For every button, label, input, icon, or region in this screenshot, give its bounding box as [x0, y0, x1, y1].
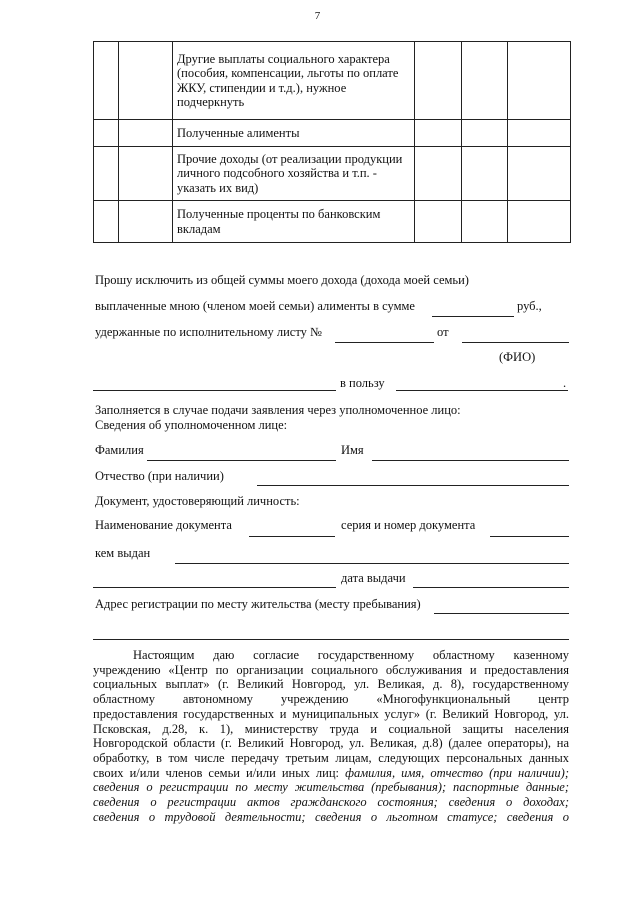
consent-line: обработку, в том числе передачу третьим лицам, следующих персональных данных: [93, 750, 569, 765]
payer-fio-field[interactable]: [93, 390, 336, 391]
name-field[interactable]: [372, 460, 569, 461]
consent-data-item: сведения о регистрации по месту жительства (пребывания); паспортные данные;: [93, 780, 569, 795]
address-label: Адрес регистрации по месту жительства (месту пребывания): [95, 597, 421, 611]
in-favor-label: в пользу: [340, 376, 385, 390]
table-cell[interactable]: [508, 147, 571, 201]
consent-line: областному автономному учреждению «Многофункциональный центр: [93, 692, 569, 707]
issue-date-field[interactable]: [413, 587, 569, 588]
table-row: [94, 147, 571, 201]
row-label-bank-interest: Полученные проценты по банковским вкладам: [173, 201, 415, 243]
table-cell[interactable]: [94, 201, 119, 243]
issued-by-field-continued[interactable]: [93, 587, 336, 588]
representative-intro: Заполняется в случае подачи заявления через уполномоченное лицо:: [95, 403, 461, 417]
table-cell[interactable]: [415, 42, 462, 120]
patronymic-label: Отчество (при наличии): [95, 469, 224, 483]
row-label-other-income: Прочие доходы (от реализации продукции личного подсобного хозяйства и т.п. - указать их вид): [173, 147, 415, 201]
consent-line: Новгородской области (г. Великий Новгород, ул. Великая, д.8) (далее операторы), на: [93, 736, 569, 751]
period: .: [563, 376, 567, 390]
consent-line: Псковская, д.28, к. 1), министерству труда и социальной защиты населения: [93, 721, 569, 736]
consent-line: учреждению «Центр по организации социального обслуживания и предоставления: [93, 662, 569, 677]
table-cell[interactable]: [94, 120, 119, 147]
series-number-field[interactable]: [490, 536, 569, 537]
table-cell[interactable]: [94, 42, 119, 120]
surname-field[interactable]: [147, 460, 336, 461]
table-cell[interactable]: [462, 147, 508, 201]
issued-by-label: кем выдан: [95, 546, 151, 560]
consent-line: Настоящим даю согласие государственному областному казенному: [133, 648, 569, 662]
table-cell[interactable]: [119, 147, 173, 201]
consent-data-item: сведения о регистрации актов гражданского состояния; сведения о доходах;: [93, 795, 569, 810]
issue-date-label: дата выдачи: [341, 571, 406, 585]
consent-line: [93, 766, 569, 781]
table-cell[interactable]: [508, 42, 571, 120]
table-cell[interactable]: [508, 120, 571, 147]
series-number-label: серия и номер документа: [341, 518, 476, 532]
recipient-field[interactable]: [396, 390, 568, 391]
surname-label: Фамилия: [95, 443, 144, 457]
consent-line: социальных выплат» (г. Великий Новгород, ул. Великая, д. 8), государственному: [93, 677, 569, 692]
patronymic-field[interactable]: [257, 485, 569, 486]
document-name-label: Наименование документа: [95, 518, 232, 532]
table-cell[interactable]: [462, 120, 508, 147]
table-row: [94, 201, 571, 243]
id-document-heading: Документ, удостоверяющий личность:: [95, 494, 300, 508]
table-cell[interactable]: [415, 120, 462, 147]
consent-data-item: фамилия, имя, отчество (при наличии);: [345, 765, 570, 780]
row-label-alimony-received: Полученные алименты: [173, 120, 415, 147]
consent-paragraph: [93, 648, 569, 824]
name-label: Имя: [341, 443, 364, 457]
page-number: 7: [314, 10, 321, 22]
table-cell[interactable]: [119, 120, 173, 147]
address-field[interactable]: [434, 613, 569, 614]
currency-label: руб.,: [517, 299, 542, 313]
writ-number-field[interactable]: [335, 342, 434, 343]
consent-data-item: сведения о трудовой деятельности; сведения о льготном статусе; сведения о: [93, 809, 569, 824]
table-cell[interactable]: [462, 201, 508, 243]
consent-line: предоставления государственных и муниципальных услуг» (г. Великий Новгород, ул.: [93, 706, 569, 721]
table-cell[interactable]: [415, 201, 462, 243]
address-field-continued[interactable]: [93, 639, 569, 640]
table-cell[interactable]: [415, 147, 462, 201]
representative-heading: Сведения об уполномоченном лице:: [95, 418, 288, 432]
table-cell[interactable]: [508, 201, 571, 243]
writ-number-label: удержанные по исполнительному листу №: [95, 325, 322, 339]
income-table: [93, 41, 571, 243]
table-cell[interactable]: [462, 42, 508, 120]
table-cell[interactable]: [119, 42, 173, 120]
fio-caption: (ФИО): [499, 350, 536, 364]
alimony-amount-label: выплаченные мною (членом моей семьи) алименты в сумме: [95, 299, 415, 313]
alimony-amount-field[interactable]: [432, 316, 514, 317]
alimony-request-text: Прошу исключить из общей суммы моего дохода (дохода моей семьи): [95, 273, 469, 287]
consent-subjects: своих и/или членов семьи и/или иных лиц:: [93, 765, 340, 780]
row-label-other-payments: Другие выплаты социального характера (пособия, компенсации, льготы по оплате ЖКУ, стипендии и т.д.), нужное подчеркнуть: [173, 42, 415, 120]
table-cell[interactable]: [119, 201, 173, 243]
writ-date-field[interactable]: [462, 342, 569, 343]
table-row: [94, 120, 571, 147]
table-cell[interactable]: [94, 147, 119, 201]
table-row: [94, 42, 571, 120]
document-name-field[interactable]: [249, 536, 335, 537]
writ-date-label: от: [437, 325, 449, 339]
issued-by-field[interactable]: [175, 563, 569, 564]
